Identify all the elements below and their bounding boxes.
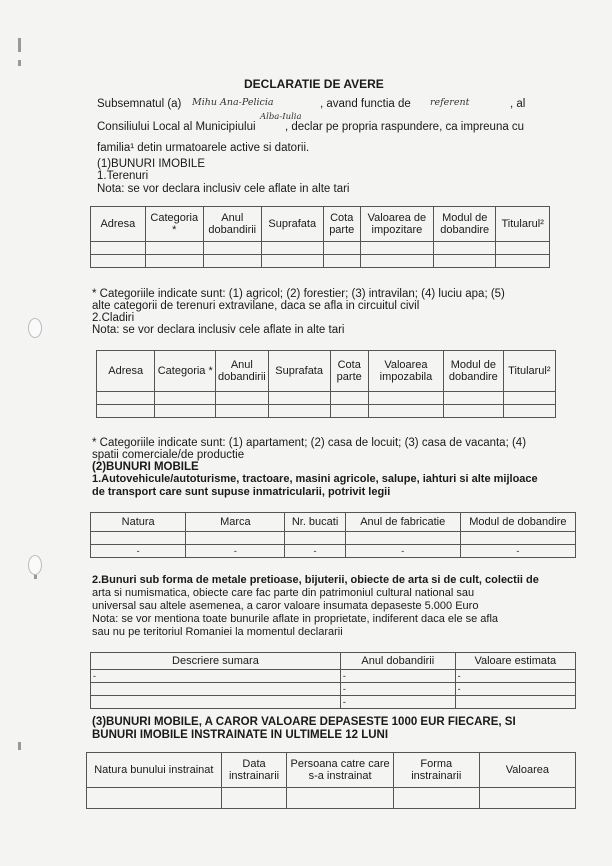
dash-mark: - (345, 545, 460, 558)
cladiri-footnote-1: * Categoriile indicate sunt: (1) apartament; (2) casa de locuit; (3) casa de vacanta; (4) (92, 437, 527, 449)
terenuri-table (90, 206, 550, 268)
declarant-name: Mihu Ana-Pelicia (192, 97, 274, 108)
dash-mark: - (186, 545, 285, 558)
header-valoarea-impozabila: Valoarea impozabila (368, 351, 443, 392)
header-titularul: Titularul² (496, 207, 550, 242)
punch-hole-bottom (28, 555, 42, 575)
auto-table (90, 512, 576, 558)
intro-line-2-end: , declar pe propria raspundere, ca impreuna cu (285, 121, 525, 133)
header-valoarea-impozitare: Valoarea de impozitare (360, 207, 433, 242)
header-persoana-catre: Persoana catre care s-a instrainat (287, 753, 393, 788)
metale-table (90, 652, 576, 709)
header-natura-bunului: Natura bunului instrainat (87, 753, 222, 788)
header-valoarea: Valoarea (479, 753, 575, 788)
header-descriere-sumara: Descriere sumara (91, 653, 341, 670)
header-modul-dobandire: Modul de dobandire (443, 351, 503, 392)
dash-mark: - (285, 545, 345, 558)
intro-line-1-label: Subsemnatul (a) (97, 98, 182, 110)
intro-line-1-end: , al (510, 98, 526, 110)
header-suprafata: Suprafata (261, 207, 323, 242)
header-modul-dobandire: Modul de dobandire (460, 513, 575, 532)
section-3-line-2: BUNURI IMOBILE INSTRAINATE IN ULTIMELE 12 LUNI (92, 729, 389, 741)
cladiri-footnote-2: spatii comerciale/de productie (92, 449, 245, 461)
header-anul-dobandirii: Anul dobandirii (340, 653, 455, 670)
header-natura: Natura (91, 513, 186, 532)
speck (18, 60, 21, 66)
intro-line-1-function: , avand functia de (320, 98, 411, 110)
header-anul-dobandirii: Anul dobandirii (216, 351, 269, 392)
dash-mark: - (91, 545, 186, 558)
dash-mark: - (455, 683, 575, 696)
speck (18, 38, 21, 52)
header-anul-fabricatie: Anul de fabricatie (345, 513, 460, 532)
dash-mark: - (340, 683, 455, 696)
dash-mark: - (460, 545, 575, 558)
cladiri-note: Nota: se vor declara inclusiv cele aflate in alte tari (92, 324, 345, 336)
terenuri-footnote-1: * Categoriile indicate sunt: (1) agricol; (2) forestier; (3) intravilan; (4) luciu apa; (5) (92, 288, 505, 300)
section-2-heading: (2)BUNURI MOBILE (92, 461, 199, 473)
page-title: DECLARATIE DE AVERE (244, 77, 384, 91)
header-titularul: Titularul² (503, 351, 555, 392)
speck (18, 742, 21, 750)
cladiri-table (96, 350, 556, 418)
terenuri-note: Nota: se vor declara inclusiv cele aflate in alte tari (97, 183, 350, 195)
metale-line-2: arta si numismatica, obiecte care fac parte din patrimoniul cultural national sau (92, 587, 475, 599)
metale-line-1: 2.Bunuri sub forma de metale pretioase, bijuterii, obiecte de arta si de cult, colectii de (92, 574, 539, 586)
header-modul-dobandire: Modul de dobandire (434, 207, 496, 242)
section-3-line-1: (3)BUNURI MOBILE, A CAROR VALOARE DEPASESTE 1000 EUR FIECARE, SI (92, 716, 516, 728)
dash-mark: - (340, 696, 455, 709)
auto-title-1: 1.Autovehicule/autoturisme, tractoare, masini agricole, salupe, iahturi si alte mijloace (92, 473, 538, 485)
header-categoria: Categoria * (145, 207, 203, 242)
metale-line-3: universal sau altele asemenea, a caror valoare insumata depaseste 5.000 Euro (92, 600, 479, 612)
header-cota-parte: Cota parte (330, 351, 368, 392)
header-cota-parte: Cota parte (323, 207, 360, 242)
header-marca: Marca (186, 513, 285, 532)
header-adresa: Adresa (91, 207, 146, 242)
punch-hole-top (28, 318, 42, 338)
dash-mark: - (455, 670, 575, 683)
header-valoare-estimata: Valoare estimata (455, 653, 575, 670)
auto-title-2: de transport care sunt supuse inmatricularii, potrivit legii (92, 486, 391, 498)
metale-note-2: sau nu pe teritoriul Romaniei la momentul declararii (92, 626, 343, 638)
header-data-instrainarii: Data instrainarii (221, 753, 287, 788)
metale-note-1: Nota: se vor mentiona toate bunurile aflate in proprietate, indiferent daca ele se afla (92, 613, 499, 625)
header-anul-dobandirii: Anul dobandirii (203, 207, 261, 242)
section-1-heading: (1)BUNURI IMOBILE (97, 158, 205, 170)
header-forma-instrainarii: Forma instrainarii (393, 753, 479, 788)
intro-line-2-label: Consiliului Local al Municipiului (97, 121, 256, 133)
cladiri-title: 2.Cladiri (92, 312, 135, 324)
header-suprafata: Suprafata (268, 351, 330, 392)
declarant-role: referent (430, 97, 470, 108)
terenuri-title: 1.Terenuri (97, 170, 149, 182)
header-categoria: Categoria * (155, 351, 216, 392)
dash-mark: - (340, 670, 455, 683)
city-name: Alba-Iulia (260, 112, 302, 122)
header-adresa: Adresa (97, 351, 155, 392)
terenuri-footnote-2: alte categorii de terenuri extravilane, daca se afla in circuitul civil (92, 300, 420, 312)
speck (34, 575, 37, 579)
dash-mark: - (91, 670, 341, 683)
header-nr-bucati: Nr. bucati (285, 513, 345, 532)
intro-line-3: familia¹ detin urmatoarele active si datorii. (97, 142, 310, 154)
instrainate-table (86, 752, 576, 809)
